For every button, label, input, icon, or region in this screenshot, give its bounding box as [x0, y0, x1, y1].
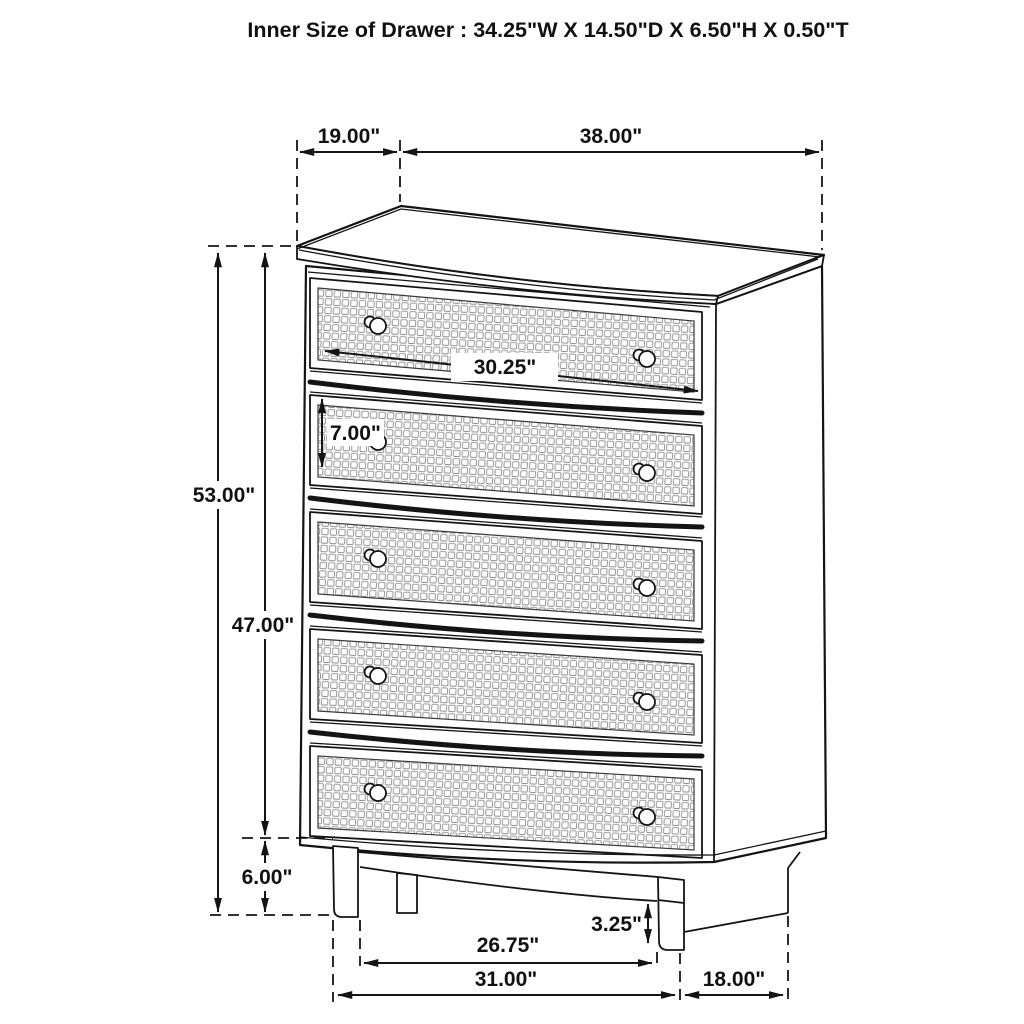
dim-top-depth	[300, 125, 397, 152]
left-front-leg	[333, 846, 358, 917]
dim-label-inner-leg-span: 26.75"	[476, 934, 540, 957]
dim-label-drawer-front-height: 7.00"	[330, 422, 381, 445]
dim-overall-height	[191, 253, 256, 912]
dim-underside-height	[229, 253, 297, 835]
dim-label-base-depth: 18.00"	[702, 968, 766, 991]
dim-label-outer-leg-span: 31.00"	[474, 968, 538, 991]
dim-inner-leg-span	[364, 934, 652, 963]
dim-label-underside-height: 47.00"	[231, 614, 295, 637]
chest-drawing	[297, 206, 826, 950]
rear-left-leg	[397, 873, 417, 913]
dim-label-foot-clearance: 3.25"	[591, 913, 642, 936]
dim-label-drawer-front-width: 30.25"	[473, 356, 537, 379]
dim-label-leg-height: 6.00"	[241, 866, 293, 889]
side-base-bottom	[684, 913, 788, 932]
diagram-title: Inner Size of Drawer : 34.25"W X 14.50"D X 6.50"H X 0.50"T	[247, 18, 849, 42]
dim-outer-leg-span	[338, 968, 675, 995]
dim-label-top-width: 38.00"	[579, 125, 643, 148]
dim-base-depth	[685, 968, 783, 995]
dim-leg-height	[238, 841, 297, 912]
dim-label-overall-height: 53.00"	[192, 484, 256, 507]
dim-label-top-depth: 19.00"	[317, 125, 381, 148]
dim-top-width	[403, 125, 819, 152]
side-base-rear-top	[788, 852, 800, 868]
dim-foot-clearance	[591, 904, 648, 943]
right-front-leg	[658, 877, 684, 950]
